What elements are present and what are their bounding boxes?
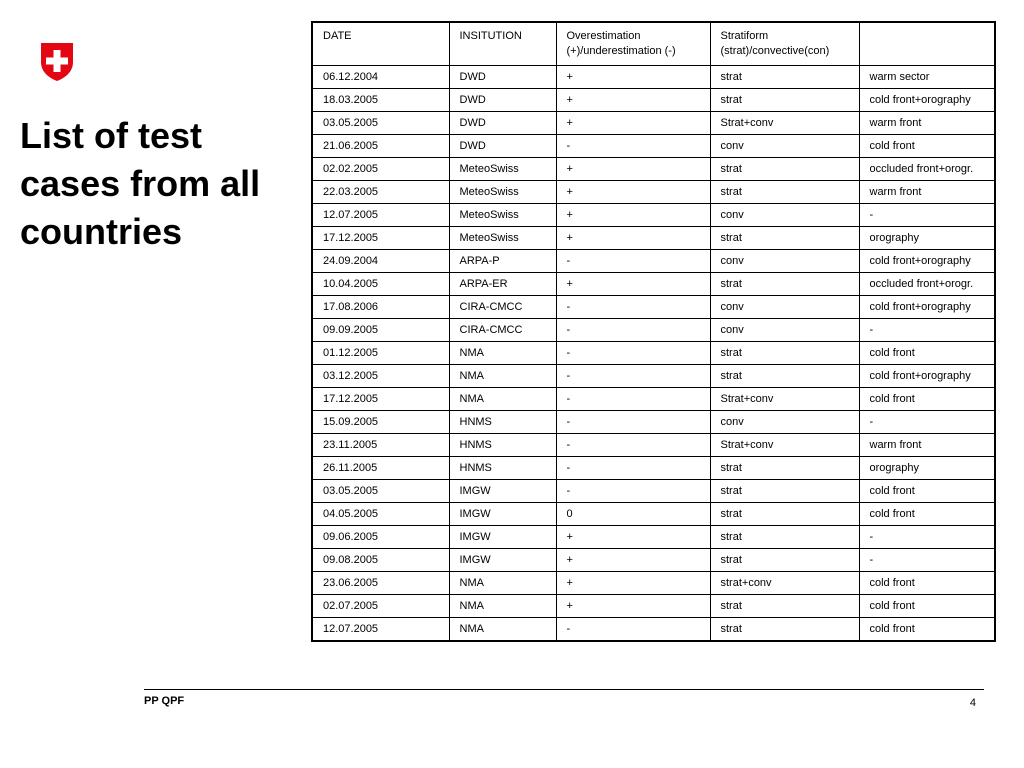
cell-remarks: cold front bbox=[859, 503, 995, 526]
cell-precip-type: strat bbox=[710, 526, 859, 549]
swiss-cross-shield-icon bbox=[40, 42, 74, 82]
cell-date: 02.02.2005 bbox=[312, 158, 449, 181]
table-row bbox=[312, 480, 995, 503]
cell-precip-type: strat bbox=[710, 89, 859, 112]
cell-estimation: + bbox=[556, 204, 710, 227]
cell-institution: NMA bbox=[449, 342, 556, 365]
cell-date: 09.06.2005 bbox=[312, 526, 449, 549]
cell-date: 02.07.2005 bbox=[312, 595, 449, 618]
table-row bbox=[312, 158, 995, 181]
cell-date: 23.06.2005 bbox=[312, 572, 449, 595]
table-row bbox=[312, 342, 995, 365]
cell-institution: NMA bbox=[449, 595, 556, 618]
table-row bbox=[312, 181, 995, 204]
cell-date: 03.05.2005 bbox=[312, 112, 449, 135]
table-row bbox=[312, 296, 995, 319]
cell-date: 09.08.2005 bbox=[312, 549, 449, 572]
table-row bbox=[312, 273, 995, 296]
cell-date: 06.12.2004 bbox=[312, 66, 449, 89]
cell-institution: IMGW bbox=[449, 549, 556, 572]
cell-estimation: - bbox=[556, 457, 710, 480]
cell-precip-type: strat bbox=[710, 227, 859, 250]
cell-date: 12.07.2005 bbox=[312, 204, 449, 227]
slide-title bbox=[20, 112, 300, 256]
cell-remarks: - bbox=[859, 549, 995, 572]
cell-estimation: - bbox=[556, 319, 710, 342]
cell-remarks: warm front bbox=[859, 181, 995, 204]
cell-institution: NMA bbox=[449, 618, 556, 642]
cell-institution: MeteoSwiss bbox=[449, 204, 556, 227]
cell-estimation: - bbox=[556, 434, 710, 457]
cell-institution: DWD bbox=[449, 135, 556, 158]
cell-institution: NMA bbox=[449, 365, 556, 388]
cell-estimation: - bbox=[556, 296, 710, 319]
cell-institution: ARPA-ER bbox=[449, 273, 556, 296]
table-row bbox=[312, 388, 995, 411]
cell-precip-type: conv bbox=[710, 296, 859, 319]
footer-divider bbox=[144, 689, 984, 690]
table-row bbox=[312, 503, 995, 526]
cell-precip-type: strat bbox=[710, 158, 859, 181]
cell-remarks: - bbox=[859, 411, 995, 434]
cell-institution: CIRA-CMCC bbox=[449, 296, 556, 319]
header-institution: INSITUTION bbox=[449, 22, 556, 66]
cell-institution: IMGW bbox=[449, 526, 556, 549]
cell-precip-type: strat bbox=[710, 66, 859, 89]
cell-precip-type: strat bbox=[710, 503, 859, 526]
table-row bbox=[312, 457, 995, 480]
cell-precip-type: conv bbox=[710, 204, 859, 227]
cell-precip-type: strat bbox=[710, 181, 859, 204]
cell-date: 24.09.2004 bbox=[312, 250, 449, 273]
cell-institution: HNMS bbox=[449, 434, 556, 457]
cell-institution: MeteoSwiss bbox=[449, 158, 556, 181]
cell-date: 18.03.2005 bbox=[312, 89, 449, 112]
cell-precip-type: strat bbox=[710, 480, 859, 503]
cell-estimation: - bbox=[556, 618, 710, 642]
table-row bbox=[312, 572, 995, 595]
cell-estimation: 0 bbox=[556, 503, 710, 526]
cell-estimation: + bbox=[556, 227, 710, 250]
cell-estimation: + bbox=[556, 526, 710, 549]
cell-institution: MeteoSwiss bbox=[449, 227, 556, 250]
cell-remarks: - bbox=[859, 526, 995, 549]
cell-precip-type: strat bbox=[710, 618, 859, 642]
table-row bbox=[312, 112, 995, 135]
cell-estimation: - bbox=[556, 342, 710, 365]
header-stratiform-convective: Stratiform (strat)/convective(con) bbox=[710, 22, 859, 66]
table-row bbox=[312, 526, 995, 549]
cell-institution: IMGW bbox=[449, 503, 556, 526]
cell-precip-type: strat+conv bbox=[710, 572, 859, 595]
cell-remarks: cold front bbox=[859, 572, 995, 595]
cell-remarks: cold front bbox=[859, 480, 995, 503]
cell-date: 01.12.2005 bbox=[312, 342, 449, 365]
table-header-row bbox=[312, 22, 995, 66]
cell-remarks: cold front bbox=[859, 618, 995, 642]
table-row bbox=[312, 411, 995, 434]
cell-date: 12.07.2005 bbox=[312, 618, 449, 642]
title-line: cases from all bbox=[20, 163, 261, 204]
cell-estimation: + bbox=[556, 181, 710, 204]
table-row bbox=[312, 434, 995, 457]
cell-estimation: + bbox=[556, 572, 710, 595]
cell-remarks: orography bbox=[859, 227, 995, 250]
cell-precip-type: strat bbox=[710, 549, 859, 572]
cell-institution: DWD bbox=[449, 112, 556, 135]
cell-precip-type: strat bbox=[710, 457, 859, 480]
cell-estimation: - bbox=[556, 480, 710, 503]
cell-institution: NMA bbox=[449, 572, 556, 595]
cell-remarks: cold front+orography bbox=[859, 89, 995, 112]
table-row bbox=[312, 89, 995, 112]
table-row bbox=[312, 135, 995, 158]
cell-estimation: - bbox=[556, 135, 710, 158]
cell-precip-type: Strat+conv bbox=[710, 434, 859, 457]
table-row bbox=[312, 319, 995, 342]
cell-date: 23.11.2005 bbox=[312, 434, 449, 457]
table-row bbox=[312, 595, 995, 618]
cell-remarks: warm front bbox=[859, 112, 995, 135]
cell-estimation: - bbox=[556, 250, 710, 273]
cell-precip-type: strat bbox=[710, 273, 859, 296]
cell-institution: HNMS bbox=[449, 411, 556, 434]
cell-precip-type: Strat+conv bbox=[710, 112, 859, 135]
header-remarks bbox=[859, 22, 995, 66]
cell-institution: HNMS bbox=[449, 457, 556, 480]
table-row bbox=[312, 618, 995, 642]
cell-institution: MeteoSwiss bbox=[449, 181, 556, 204]
cell-date: 03.12.2005 bbox=[312, 365, 449, 388]
cell-date: 22.03.2005 bbox=[312, 181, 449, 204]
cell-date: 17.12.2005 bbox=[312, 388, 449, 411]
cell-precip-type: conv bbox=[710, 319, 859, 342]
cell-date: 03.05.2005 bbox=[312, 480, 449, 503]
cell-date: 09.09.2005 bbox=[312, 319, 449, 342]
cell-precip-type: conv bbox=[710, 135, 859, 158]
cell-estimation: + bbox=[556, 66, 710, 89]
cell-remarks: occluded front+orogr. bbox=[859, 158, 995, 181]
table-row bbox=[312, 204, 995, 227]
cell-estimation: - bbox=[556, 388, 710, 411]
title-line: List of test bbox=[20, 115, 203, 156]
cell-precip-type: conv bbox=[710, 411, 859, 434]
cell-date: 26.11.2005 bbox=[312, 457, 449, 480]
cell-institution: CIRA-CMCC bbox=[449, 319, 556, 342]
cell-remarks: cold front bbox=[859, 135, 995, 158]
title-line: countries bbox=[20, 211, 183, 252]
cell-estimation: + bbox=[556, 273, 710, 296]
page-number: 4 bbox=[969, 697, 976, 709]
cell-precip-type: strat bbox=[710, 365, 859, 388]
cell-remarks: cold front+orography bbox=[859, 365, 995, 388]
table-body bbox=[312, 66, 995, 642]
cell-remarks: warm front bbox=[859, 434, 995, 457]
table-row bbox=[312, 66, 995, 89]
cell-institution: NMA bbox=[449, 388, 556, 411]
cell-remarks: cold front bbox=[859, 388, 995, 411]
table-row bbox=[312, 549, 995, 572]
cell-precip-type: strat bbox=[710, 595, 859, 618]
cell-remarks: cold front+orography bbox=[859, 250, 995, 273]
cell-remarks: occluded front+orogr. bbox=[859, 273, 995, 296]
cell-remarks: - bbox=[859, 204, 995, 227]
cell-date: 10.04.2005 bbox=[312, 273, 449, 296]
cell-institution: DWD bbox=[449, 89, 556, 112]
cell-estimation: + bbox=[556, 549, 710, 572]
cell-institution: DWD bbox=[449, 66, 556, 89]
cell-institution: IMGW bbox=[449, 480, 556, 503]
cell-estimation: + bbox=[556, 158, 710, 181]
cell-remarks: cold front+orography bbox=[859, 296, 995, 319]
cell-date: 04.05.2005 bbox=[312, 503, 449, 526]
cell-date: 21.06.2005 bbox=[312, 135, 449, 158]
test-cases-table-container bbox=[311, 21, 996, 642]
cell-estimation: - bbox=[556, 411, 710, 434]
cell-remarks: cold front bbox=[859, 595, 995, 618]
cell-precip-type: Strat+conv bbox=[710, 388, 859, 411]
cell-remarks: orography bbox=[859, 457, 995, 480]
table-row bbox=[312, 227, 995, 250]
header-over-under-estimation: Overestimation (+)/underestimation (-) bbox=[556, 22, 710, 66]
cell-institution: ARPA-P bbox=[449, 250, 556, 273]
cell-date: 15.09.2005 bbox=[312, 411, 449, 434]
cell-precip-type: strat bbox=[710, 342, 859, 365]
table-row bbox=[312, 250, 995, 273]
footer-label: PP QPF bbox=[144, 695, 185, 707]
cell-estimation: - bbox=[556, 365, 710, 388]
cell-estimation: + bbox=[556, 112, 710, 135]
cell-date: 17.08.2006 bbox=[312, 296, 449, 319]
header-date: DATE bbox=[312, 22, 449, 66]
cell-date: 17.12.2005 bbox=[312, 227, 449, 250]
table-row bbox=[312, 365, 995, 388]
cell-estimation: + bbox=[556, 595, 710, 618]
test-cases-table bbox=[311, 21, 996, 642]
cell-remarks: - bbox=[859, 319, 995, 342]
cell-remarks: cold front bbox=[859, 342, 995, 365]
cell-remarks: warm sector bbox=[859, 66, 995, 89]
cell-precip-type: conv bbox=[710, 250, 859, 273]
cell-estimation: + bbox=[556, 89, 710, 112]
